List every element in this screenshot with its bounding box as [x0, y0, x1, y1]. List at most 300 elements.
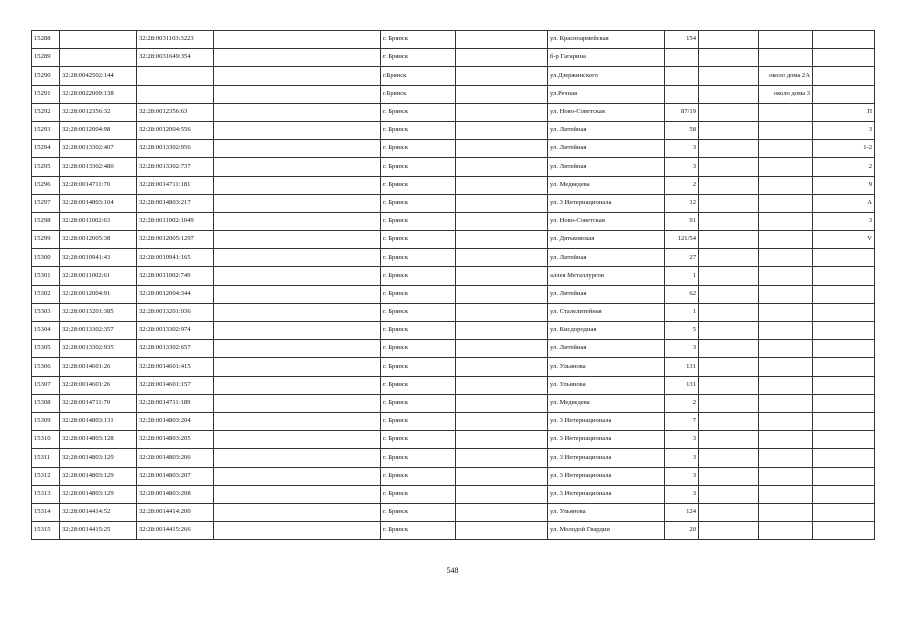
extra-cell	[813, 431, 875, 449]
cadastral-number-cell: 32:28:0011002:63	[60, 212, 137, 230]
empty-cell	[214, 303, 381, 321]
street-cell: ул. Ново-Советская	[548, 103, 665, 121]
table-row	[32, 358, 875, 376]
extra-cell	[813, 522, 875, 540]
street-cell: ул. Ново-Советская	[548, 212, 665, 230]
note-cell	[759, 449, 813, 467]
house-number-cell: 87/19	[665, 103, 699, 121]
cadastral-number-cell: 32:28:0014415:25	[60, 522, 137, 540]
empty-cell	[456, 121, 548, 139]
empty-cell	[456, 358, 548, 376]
city-cell: г.Брянск	[381, 67, 456, 85]
extra-cell	[813, 412, 875, 430]
note-cell: около дома 3	[759, 85, 813, 103]
city-cell: г. Брянск	[381, 212, 456, 230]
row-number-cell: 15291	[32, 85, 60, 103]
empty-cell	[456, 67, 548, 85]
house-number-cell	[665, 85, 699, 103]
house-number-cell: 7	[665, 412, 699, 430]
street-cell: ул. 3 Интернационала	[548, 431, 665, 449]
empty-cell	[214, 503, 381, 521]
row-number-cell: 15288	[32, 31, 60, 49]
house-number-cell: 131	[665, 358, 699, 376]
cadastral-number-cell: 32:28:0012004:344	[137, 285, 214, 303]
empty-cell	[699, 176, 759, 194]
cadastral-number-cell: 32:28:0014803:104	[60, 194, 137, 212]
empty-cell	[456, 267, 548, 285]
empty-cell	[699, 522, 759, 540]
extra-cell	[813, 285, 875, 303]
street-cell: ул.Речная	[548, 85, 665, 103]
note-cell	[759, 340, 813, 358]
empty-cell	[214, 49, 381, 67]
cadastral-number-cell: 32:28:0012356:63	[137, 103, 214, 121]
table-row	[32, 322, 875, 340]
row-number-cell: 15298	[32, 212, 60, 230]
house-number-cell: 3	[665, 449, 699, 467]
empty-cell	[214, 212, 381, 230]
empty-cell	[456, 176, 548, 194]
street-cell: ул. 3 Интернационала	[548, 194, 665, 212]
extra-cell	[813, 267, 875, 285]
row-number-cell: 15307	[32, 376, 60, 394]
empty-cell	[214, 194, 381, 212]
row-number-cell: 15292	[32, 103, 60, 121]
page-number: 548	[446, 566, 459, 575]
city-cell: г. Брянск	[381, 158, 456, 176]
table-row	[32, 194, 875, 212]
note-cell	[759, 522, 813, 540]
street-cell: ул. Красноармейская	[548, 31, 665, 49]
table-row	[32, 31, 875, 49]
house-number-cell: 1	[665, 267, 699, 285]
house-number-cell: 121/54	[665, 231, 699, 249]
row-number-cell: 15301	[32, 267, 60, 285]
empty-cell	[456, 212, 548, 230]
cadastral-number-cell: 32:28:0031649:354	[137, 49, 214, 67]
empty-cell	[456, 303, 548, 321]
city-cell: г. Брянск	[381, 285, 456, 303]
cadastral-number-cell: 32:28:0014803:129	[60, 485, 137, 503]
street-cell: ул. Медведева	[548, 394, 665, 412]
house-number-cell: 91	[665, 212, 699, 230]
city-cell: г. Брянск	[381, 103, 456, 121]
extra-cell: 9	[813, 176, 875, 194]
row-number-cell: 15300	[32, 249, 60, 267]
row-number-cell: 15296	[32, 176, 60, 194]
city-cell: г. Брянск	[381, 503, 456, 521]
cadastral-number-cell: 32:28:0010941:165	[137, 249, 214, 267]
cadastral-number-cell: 32:28:0014415:266	[137, 522, 214, 540]
table-row	[32, 103, 875, 121]
empty-cell	[456, 503, 548, 521]
cadastral-number-cell: 32:28:0012004:98	[60, 121, 137, 139]
empty-cell	[699, 394, 759, 412]
cadastral-number-cell: 32:28:0013201:385	[60, 303, 137, 321]
table-row	[32, 376, 875, 394]
street-cell: ул. Литейная	[548, 158, 665, 176]
empty-cell	[214, 467, 381, 485]
city-cell: г. Брянск	[381, 121, 456, 139]
city-cell: г. Брянск	[381, 376, 456, 394]
empty-cell	[699, 103, 759, 121]
row-number-cell: 15309	[32, 412, 60, 430]
note-cell	[759, 231, 813, 249]
street-cell: ул. Дятьковская	[548, 231, 665, 249]
cadastral-number-cell: 32:28:0014803:128	[60, 431, 137, 449]
street-cell: ул. Литейная	[548, 121, 665, 139]
house-number-cell: 3	[665, 485, 699, 503]
empty-cell	[214, 449, 381, 467]
table-row	[32, 449, 875, 467]
row-number-cell: 15293	[32, 121, 60, 139]
row-number-cell: 15313	[32, 485, 60, 503]
empty-cell	[456, 322, 548, 340]
cadastral-number-cell: 32:28:0014803:206	[137, 449, 214, 467]
note-cell	[759, 358, 813, 376]
empty-cell	[699, 231, 759, 249]
empty-cell	[699, 412, 759, 430]
cadastral-number-cell: 32:28:0014803:129	[60, 467, 137, 485]
cadastral-number-cell: 32:28:0014601:415	[137, 358, 214, 376]
cadastral-number-cell: 32:28:0014803:204	[137, 412, 214, 430]
table-row	[32, 431, 875, 449]
row-number-cell: 15314	[32, 503, 60, 521]
cadastral-number-cell: 32:28:0013302:956	[137, 140, 214, 158]
table-row	[32, 303, 875, 321]
empty-cell	[456, 194, 548, 212]
cadastral-number-cell: 32:28:0014711:70	[60, 394, 137, 412]
table-row	[32, 158, 875, 176]
table-row	[32, 212, 875, 230]
empty-cell	[456, 449, 548, 467]
empty-cell	[456, 85, 548, 103]
note-cell	[759, 194, 813, 212]
city-cell: г. Брянск	[381, 31, 456, 49]
extra-cell: 3	[813, 121, 875, 139]
note-cell	[759, 103, 813, 121]
cadastral-number-cell: 32:28:0013302:407	[60, 140, 137, 158]
city-cell: г. Брянск	[381, 322, 456, 340]
extra-cell: 2	[813, 158, 875, 176]
table-row	[32, 485, 875, 503]
table-row	[32, 285, 875, 303]
table-row	[32, 121, 875, 139]
cadastral-number-cell: 32:28:0012004:556	[137, 121, 214, 139]
house-number-cell: 3	[665, 340, 699, 358]
note-cell	[759, 267, 813, 285]
table-row	[32, 85, 875, 103]
cadastral-number-cell: 32:28:0013302:974	[137, 322, 214, 340]
cadastral-number-cell: 32:28:0014803:131	[60, 412, 137, 430]
note-cell	[759, 376, 813, 394]
empty-cell	[456, 467, 548, 485]
extra-cell	[813, 67, 875, 85]
extra-cell	[813, 485, 875, 503]
row-number-cell: 15290	[32, 67, 60, 85]
empty-cell	[214, 158, 381, 176]
row-number-cell: 15295	[32, 158, 60, 176]
cadastral-number-cell: 32:28:0013201:936	[137, 303, 214, 321]
city-cell: г. Брянск	[381, 49, 456, 67]
extra-cell	[813, 376, 875, 394]
empty-cell	[214, 340, 381, 358]
city-cell: г. Брянск	[381, 340, 456, 358]
house-number-cell: 3	[665, 467, 699, 485]
street-cell: ул. Ульянова	[548, 376, 665, 394]
empty-cell	[456, 285, 548, 303]
row-number-cell: 15289	[32, 49, 60, 67]
table-row	[32, 394, 875, 412]
city-cell: г. Брянск	[381, 140, 456, 158]
row-number-cell: 15311	[32, 449, 60, 467]
empty-cell	[456, 158, 548, 176]
note-cell	[759, 322, 813, 340]
note-cell	[759, 394, 813, 412]
note-cell	[759, 158, 813, 176]
cadastral-number-cell: 32:28:0014414:200	[137, 503, 214, 521]
city-cell: г.Брянск	[381, 85, 456, 103]
city-cell: г. Брянск	[381, 485, 456, 503]
empty-cell	[699, 249, 759, 267]
cadastral-number-cell	[60, 31, 137, 49]
city-cell: г. Брянск	[381, 449, 456, 467]
city-cell: г. Брянск	[381, 431, 456, 449]
cadastral-number-cell: 32:28:0012005:1297	[137, 231, 214, 249]
empty-cell	[699, 485, 759, 503]
empty-cell	[214, 140, 381, 158]
house-number-cell: 131	[665, 376, 699, 394]
note-cell	[759, 485, 813, 503]
empty-cell	[699, 194, 759, 212]
house-number-cell: 27	[665, 249, 699, 267]
extra-cell	[813, 49, 875, 67]
street-cell: ул. Литейная	[548, 340, 665, 358]
cadastral-number-cell: 32:28:0014601:26	[60, 358, 137, 376]
empty-cell	[214, 176, 381, 194]
row-number-cell: 15294	[32, 140, 60, 158]
cadastral-number-cell: 32:28:0014803:205	[137, 431, 214, 449]
street-cell: аллея Металлургов	[548, 267, 665, 285]
note-cell	[759, 31, 813, 49]
cadastral-number-cell: 32:28:0011002:61	[60, 267, 137, 285]
cadastral-number-cell: 32:28:0014601:157	[137, 376, 214, 394]
table-row	[32, 49, 875, 67]
note-cell	[759, 467, 813, 485]
extra-cell: 3	[813, 212, 875, 230]
extra-cell	[813, 340, 875, 358]
house-number-cell: 3	[665, 140, 699, 158]
extra-cell: П	[813, 103, 875, 121]
table-row	[32, 140, 875, 158]
house-number-cell: 3	[665, 431, 699, 449]
empty-cell	[699, 49, 759, 67]
table-row	[32, 522, 875, 540]
empty-cell	[699, 85, 759, 103]
empty-cell	[214, 67, 381, 85]
city-cell: г. Брянск	[381, 231, 456, 249]
empty-cell	[699, 121, 759, 139]
cadastral-number-cell: 32:28:0014803:208	[137, 485, 214, 503]
empty-cell	[699, 358, 759, 376]
house-number-cell	[665, 67, 699, 85]
house-number-cell: 1	[665, 303, 699, 321]
extra-cell: 1-2	[813, 140, 875, 158]
note-cell	[759, 249, 813, 267]
street-cell: ул. Медведева	[548, 176, 665, 194]
row-number-cell: 15297	[32, 194, 60, 212]
empty-cell	[214, 322, 381, 340]
empty-cell	[699, 431, 759, 449]
cadastral-number-cell	[137, 67, 214, 85]
cadastral-number-cell: 32:28:0013302:737	[137, 158, 214, 176]
empty-cell	[456, 49, 548, 67]
empty-cell	[456, 394, 548, 412]
note-cell	[759, 121, 813, 139]
cadastral-number-cell: 32:28:0014711:181	[137, 176, 214, 194]
extra-cell	[813, 31, 875, 49]
empty-cell	[214, 85, 381, 103]
street-cell: ул. Сталелитейная	[548, 303, 665, 321]
table-body	[32, 31, 875, 540]
row-number-cell: 15308	[32, 394, 60, 412]
note-cell	[759, 412, 813, 430]
empty-cell	[456, 249, 548, 267]
house-number-cell: 2	[665, 176, 699, 194]
city-cell: г. Брянск	[381, 249, 456, 267]
city-cell: г. Брянск	[381, 194, 456, 212]
city-cell: г. Брянск	[381, 303, 456, 321]
row-number-cell: 15303	[32, 303, 60, 321]
extra-cell	[813, 322, 875, 340]
empty-cell	[214, 121, 381, 139]
street-cell: ул. 3 Интернационала	[548, 467, 665, 485]
city-cell: г. Брянск	[381, 412, 456, 430]
note-cell	[759, 503, 813, 521]
row-number-cell: 15312	[32, 467, 60, 485]
empty-cell	[214, 522, 381, 540]
empty-cell	[699, 67, 759, 85]
street-cell: ул. Литейная	[548, 140, 665, 158]
extra-cell	[813, 394, 875, 412]
empty-cell	[456, 31, 548, 49]
empty-cell	[699, 31, 759, 49]
empty-cell	[699, 340, 759, 358]
cadastral-number-cell: 32:28:0013302:935	[60, 340, 137, 358]
city-cell: г. Брянск	[381, 176, 456, 194]
house-number-cell: 58	[665, 121, 699, 139]
row-number-cell: 15304	[32, 322, 60, 340]
empty-cell	[214, 249, 381, 267]
row-number-cell: 15310	[32, 431, 60, 449]
cadastral-number-cell: 32:28:0011002:1049	[137, 212, 214, 230]
cadastral-number-cell: 32:28:0012004:91	[60, 285, 137, 303]
street-cell: ул. 3 Интернационала	[548, 485, 665, 503]
extra-cell	[813, 358, 875, 376]
empty-cell	[699, 267, 759, 285]
empty-cell	[214, 285, 381, 303]
empty-cell	[456, 412, 548, 430]
house-number-cell: 3	[665, 158, 699, 176]
street-cell: ул. 3 Интернационала	[548, 412, 665, 430]
cadastral-number-cell: 32:28:0031103:3223	[137, 31, 214, 49]
street-cell: ул. Ульянова	[548, 358, 665, 376]
street-cell: ул. 3 Интернационала	[548, 449, 665, 467]
note-cell	[759, 303, 813, 321]
cadastral-number-cell: 32:28:0012356:32	[60, 103, 137, 121]
house-number-cell: 20	[665, 522, 699, 540]
city-cell: г. Брянск	[381, 394, 456, 412]
empty-cell	[214, 412, 381, 430]
row-number-cell: 15305	[32, 340, 60, 358]
extra-cell	[813, 303, 875, 321]
cadastral-number-cell	[60, 49, 137, 67]
cadastral-number-cell: 32:28:0014711:70	[60, 176, 137, 194]
cadastral-number-cell: 32:28:0010941:43	[60, 249, 137, 267]
note-cell: около дома 2А	[759, 67, 813, 85]
city-cell: г. Брянск	[381, 522, 456, 540]
document-page	[31, 30, 874, 540]
empty-cell	[699, 376, 759, 394]
note-cell	[759, 431, 813, 449]
empty-cell	[699, 503, 759, 521]
cadastral-number-cell: 32:28:0013302:480	[60, 158, 137, 176]
cadastral-number-cell: 32:28:0013302:357	[60, 322, 137, 340]
empty-cell	[214, 431, 381, 449]
table-row	[32, 412, 875, 430]
extra-cell	[813, 249, 875, 267]
house-number-cell: 154	[665, 31, 699, 49]
empty-cell	[456, 376, 548, 394]
cadastral-number-cell: 32:28:0022009:138	[60, 85, 137, 103]
empty-cell	[214, 231, 381, 249]
empty-cell	[456, 431, 548, 449]
empty-cell	[699, 140, 759, 158]
row-number-cell: 15315	[32, 522, 60, 540]
cadastral-number-cell: 32:28:0014803:207	[137, 467, 214, 485]
empty-cell	[699, 467, 759, 485]
table-row	[32, 249, 875, 267]
street-cell: ул. Молодой Гвардии	[548, 522, 665, 540]
empty-cell	[214, 376, 381, 394]
city-cell: г. Брянск	[381, 358, 456, 376]
cadastral-number-cell: 32:28:0014711:189	[137, 394, 214, 412]
house-number-cell: 12	[665, 194, 699, 212]
city-cell: г. Брянск	[381, 467, 456, 485]
street-cell: ул. Литейная	[548, 249, 665, 267]
extra-cell	[813, 85, 875, 103]
empty-cell	[699, 158, 759, 176]
empty-cell	[214, 485, 381, 503]
row-number-cell: 15299	[32, 231, 60, 249]
table-row	[32, 467, 875, 485]
house-number-cell: 5	[665, 322, 699, 340]
empty-cell	[456, 140, 548, 158]
table-row	[32, 503, 875, 521]
table-row	[32, 176, 875, 194]
cadastral-number-cell: 32:28:0014601:26	[60, 376, 137, 394]
table-row	[32, 267, 875, 285]
empty-cell	[214, 31, 381, 49]
empty-cell	[456, 231, 548, 249]
house-number-cell: 62	[665, 285, 699, 303]
table-row	[32, 67, 875, 85]
street-cell: ул. Литейная	[548, 285, 665, 303]
cadastral-number-cell: 32:28:0011002:749	[137, 267, 214, 285]
empty-cell	[699, 212, 759, 230]
empty-cell	[699, 303, 759, 321]
cadastral-number-cell: 32:28:0014803:217	[137, 194, 214, 212]
